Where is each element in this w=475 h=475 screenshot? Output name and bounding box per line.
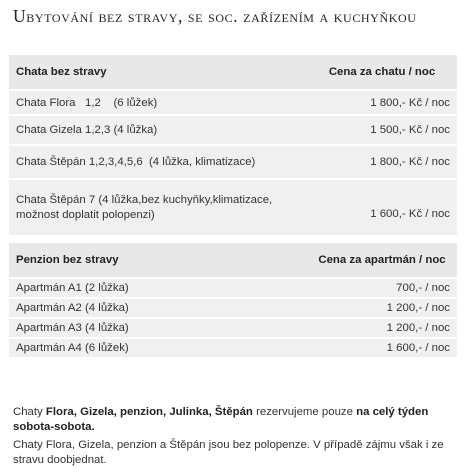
table-row	[9, 339, 457, 357]
row-price: 1 800,- Kč / noc	[307, 146, 457, 178]
row-name: Apartmán A1 (2 lůžka)	[9, 279, 307, 297]
table-header-row	[9, 243, 457, 277]
table-row	[9, 299, 457, 317]
header-price: Cena za chatu / noc	[307, 55, 457, 89]
row-price: 1 500,- Kč / noc	[307, 116, 457, 144]
note-text: rezervujeme pouze	[252, 406, 357, 418]
table-row	[9, 180, 457, 235]
chaty-price-table	[9, 53, 457, 237]
header-name: Penzion bez stravy	[9, 243, 307, 277]
row-price: 700,- / noc	[307, 279, 457, 297]
row-name: Chata Štěpán 1,2,3,4,5,6 (4 lůžka, klimatizace)	[9, 146, 307, 178]
row-price: 1 800,- Kč / noc	[307, 91, 457, 114]
table-row	[9, 116, 457, 144]
table-row	[9, 91, 457, 114]
penzion-price-table	[9, 241, 457, 359]
table-row	[9, 146, 457, 178]
row-price: 1 600,- / noc	[307, 339, 457, 357]
row-name: Apartmán A4 (6 lůžek)	[9, 339, 307, 357]
header-name: Chata bez stravy	[9, 55, 307, 89]
table-row	[9, 319, 457, 337]
row-name: Chata Gizela 1,2,3 (4 lůžka)	[9, 116, 307, 144]
table-row	[9, 279, 457, 297]
note-text: Chaty	[13, 406, 46, 418]
row-name: Apartmán A3 (4 lůžka)	[9, 319, 307, 337]
reservation-note	[13, 405, 463, 435]
row-name: Chata Štěpán 7 (4 lůžka,bez kuchyňky,klimatizace, možnost doplatit polopenzi)	[9, 180, 307, 235]
row-price: 1 200,- / noc	[307, 299, 457, 317]
table-header-row	[9, 55, 457, 89]
row-price: 1 600,- Kč / noc	[307, 180, 457, 235]
row-name: Apartmán A2 (4 lůžka)	[9, 299, 307, 317]
header-price: Cena za apartmán / noc	[307, 243, 457, 277]
row-price: 1 200,- / noc	[307, 319, 457, 337]
row-name: Chata Flora 1,2 (6 lůžek)	[9, 91, 307, 114]
page-title: Ubytování bez stravy, se soc. zařízením a kuchyňkou	[13, 6, 417, 26]
meals-note: Chaty Flora, Gizela, penzion a Štěpán jsou bez polopenze. V případě zájmu však i ze stravu doobjednat.	[13, 439, 444, 466]
note-bold: na celý týden sobota-sobota.	[13, 406, 429, 433]
note-bold: Flora, Gizela, penzion, Julinka, Štěpán	[45, 406, 253, 418]
